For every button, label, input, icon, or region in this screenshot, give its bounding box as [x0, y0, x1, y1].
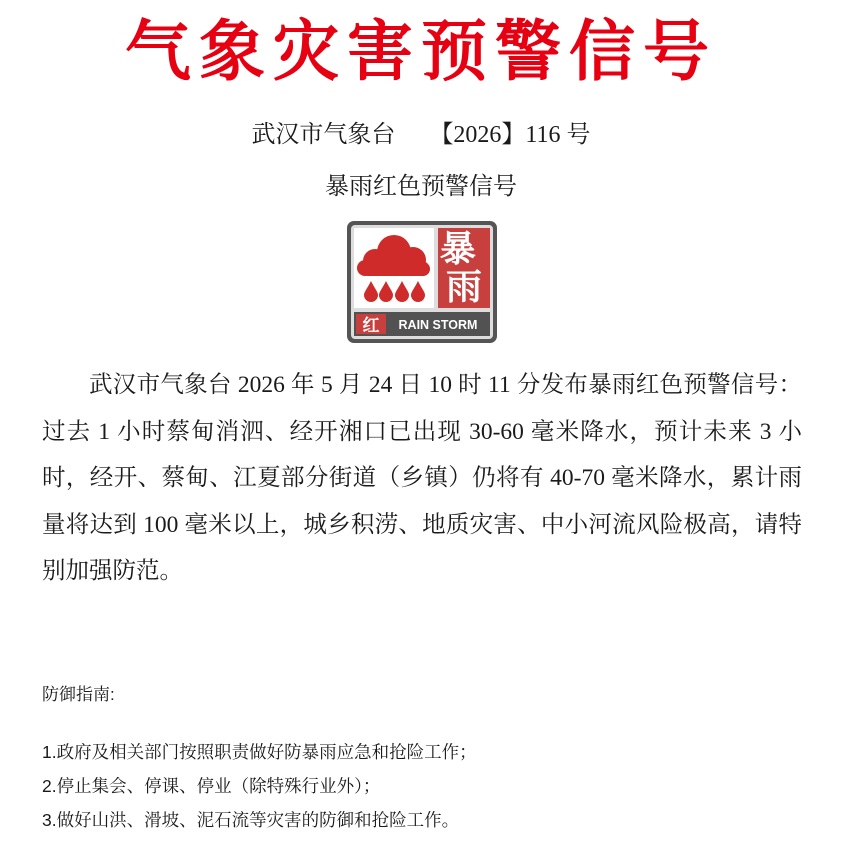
issue-number: 【2026】116 号 — [429, 122, 591, 148]
issuer-name: 武汉市气象台 — [251, 122, 396, 148]
warning-body-paragraph: 武汉市气象台 2026 年 5 月 24 日 10 时 11 分发布暴雨红色预警信号：过去 1 小时蔡甸消泗、经开湘口已出现 30-60 毫米降水，预计未来 3 小时，经开、蔡甸、江夏部分街道（乡镇）仍将有 40-70 毫米降水，累计雨量将达到 100 毫米以上，城乡积涝、地质灾害、中小河流风险极高，请特别加强防范。 — [42, 372, 802, 584]
rainstorm-red-warning-icon — [347, 221, 497, 343]
guide-item: 1.政府及相关部门按照职责做好防暴雨应急和抢险工作； — [42, 742, 477, 762]
issue-line — [0, 115, 842, 155]
guide-item: 3.做好山洪、滑坡、泥石流等灾害的防御和抢险工作。 — [42, 810, 460, 830]
defense-guide-title: 防御指南: — [42, 685, 115, 704]
guide-item: 2.停止集会、停课、停业（除特殊行业外）； — [42, 776, 381, 796]
icon-type-label — [440, 229, 489, 308]
icon-english-label: RAIN STORM — [398, 318, 478, 332]
icon-type-char-2: 雨 — [445, 267, 483, 308]
icon-level-label: 红 — [362, 316, 380, 336]
page-title: 气象灾害预警信号 — [125, 12, 717, 90]
signal-name: 暴雨红色预警信号 — [325, 174, 517, 200]
defense-guide-list — [42, 735, 477, 837]
icon-type-char-1: 暴 — [439, 229, 476, 270]
